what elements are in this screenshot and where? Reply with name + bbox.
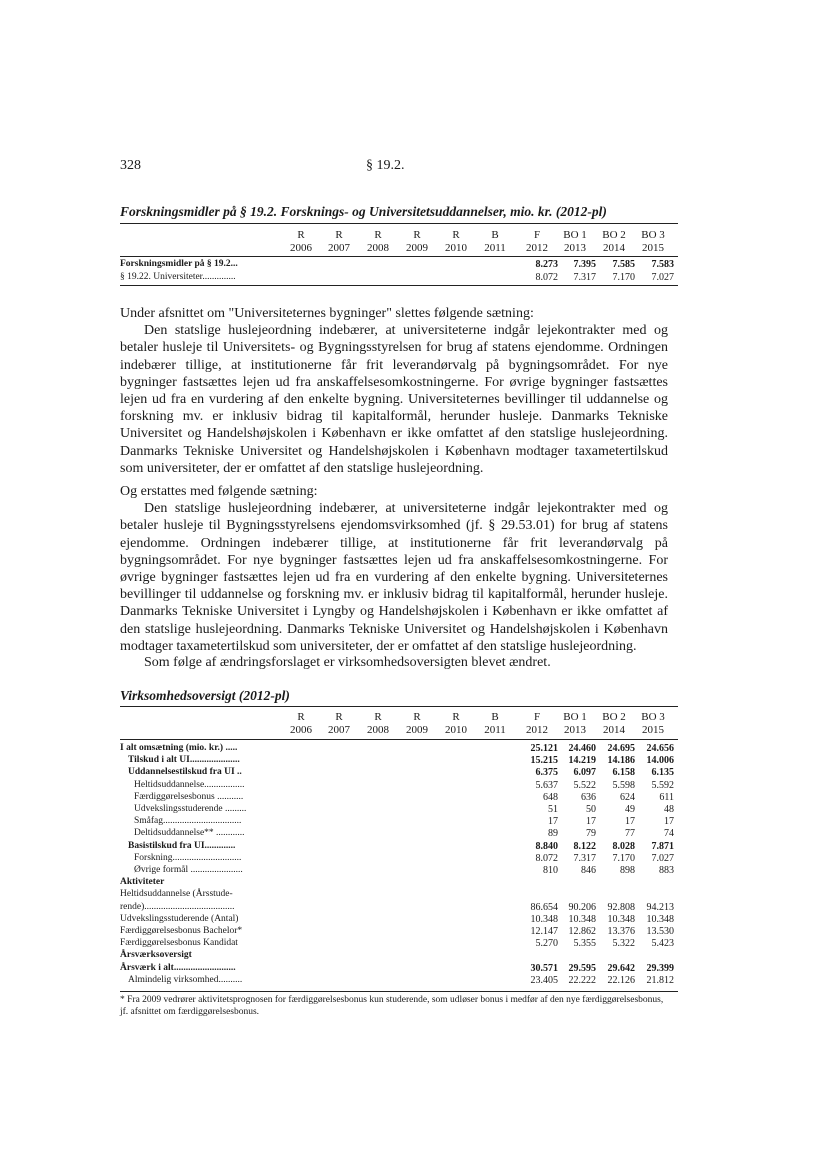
column-year-5: 2011: [484, 242, 506, 254]
prose3-text: Som følge af ændringsforslaget er virksomhedsoversigten blevet ændret.: [144, 655, 551, 670]
table2-cell: 77: [625, 828, 635, 839]
table2-cell: 5.592: [651, 780, 674, 791]
table2-cell: 10.348: [568, 914, 596, 925]
column-year-0: 2006: [290, 724, 312, 736]
table2-cell: 846: [581, 865, 596, 876]
table2-cell: 90.206: [568, 902, 596, 913]
column-year-7: 2013: [564, 242, 586, 254]
table1-title: Forskningsmidler på § 19.2. Forsknings- og Universitetsuddannelser, mio. kr. (2012-pl): [120, 204, 607, 219]
column-type-4: R: [452, 229, 460, 241]
column-year-6: 2012: [526, 242, 548, 254]
table2-cell: 7.170: [612, 853, 635, 864]
table1-cell: 8.273: [535, 259, 558, 270]
table2-cell: 5.522: [573, 780, 596, 791]
table1-cell: 7.170: [612, 272, 635, 283]
table2-cell: 79: [586, 828, 596, 839]
column-year-3: 2009: [406, 242, 428, 254]
table2-cell: 17: [664, 816, 674, 827]
table2-row-label: Øvrige formål ......................: [134, 865, 243, 875]
column-year-4: 2010: [445, 724, 467, 736]
column-year-7: 2013: [564, 724, 586, 736]
table2-row-label: Forskning.............................: [134, 853, 242, 863]
table2-cell: 636: [581, 792, 596, 803]
table1-row-label: Forskningsmidler på § 19.2...: [120, 259, 238, 269]
table2-cell: 10.348: [646, 914, 674, 925]
table2-row-label: Årsværksoversigt: [120, 950, 192, 960]
table2-cell: 89: [548, 828, 558, 839]
table2-cell: 5.598: [612, 780, 635, 791]
column-type-4: R: [452, 711, 460, 723]
table2-cell: 14.006: [646, 755, 674, 766]
table2-row-label: Uddannelsestilskud fra UI ..: [128, 767, 242, 777]
table1-row-label: § 19.22. Universiteter..............: [120, 272, 236, 282]
table2-row-label: Tilskud i alt UI.....................: [128, 755, 240, 765]
table2-cell: 74: [664, 828, 674, 839]
table2-cell: 7.317: [573, 853, 596, 864]
table2-row-label: Færdiggørelsesbonus Bachelor*: [120, 926, 243, 936]
column-type-0: R: [297, 229, 305, 241]
table2-cell: 611: [659, 792, 674, 803]
table2-cell: 6.135: [651, 767, 674, 778]
table2-cell: 29.642: [607, 963, 635, 974]
column-year-1: 2007: [328, 242, 350, 254]
table2-row-label: Færdiggørelsesbonus ...........: [134, 792, 244, 802]
column-year-2: 2008: [367, 242, 389, 254]
table1-cell: 7.585: [612, 259, 635, 270]
table2-cell: 5.322: [612, 938, 635, 949]
column-type-7: BO 1: [563, 711, 587, 723]
table2-row-label: I alt omsætning (mio. kr.) .....: [120, 743, 238, 753]
table2-cell: 883: [659, 865, 674, 876]
table2-cell: 15.215: [530, 755, 558, 766]
table2-cell: 14.219: [568, 755, 596, 766]
prose-block-deleted: [120, 305, 668, 477]
table1-cell: 8.072: [535, 272, 558, 283]
column-type-2: R: [374, 711, 382, 723]
column-type-5: B: [491, 229, 499, 241]
prose2-intro: Og erstattes med følgende sætning:: [120, 484, 318, 499]
table2-bottom-rule: [120, 991, 678, 992]
column-year-5: 2011: [484, 724, 506, 736]
table2-row-label: Småfag.................................: [134, 816, 242, 826]
table2-cell: 13.376: [607, 926, 635, 937]
table2-row-label: Deltidsuddannelse** ............: [134, 828, 245, 838]
table2-cell: 648: [543, 792, 558, 803]
column-type-5: B: [491, 711, 499, 723]
column-type-8: BO 2: [602, 711, 626, 723]
table2-cell: 898: [620, 865, 635, 876]
table2-cell: 8.072: [535, 853, 558, 864]
table2-cell: 6.097: [573, 767, 596, 778]
table1-cell: 7.317: [573, 272, 596, 283]
prose-change-note: [144, 654, 664, 671]
column-type-0: R: [297, 711, 305, 723]
column-type-1: R: [335, 711, 343, 723]
table2-cell: 17: [586, 816, 596, 827]
column-type-2: R: [374, 229, 382, 241]
column-year-1: 2007: [328, 724, 350, 736]
column-type-3: R: [413, 711, 421, 723]
table2-cell: 8.840: [535, 841, 558, 852]
table2-row-label: Udvekslingsstuderende (Antal): [120, 914, 239, 924]
column-year-8: 2014: [603, 242, 625, 254]
table2-cell: 94.213: [646, 902, 674, 913]
table2-cell: 10.348: [607, 914, 635, 925]
column-type-6: F: [533, 229, 541, 241]
table2-cell: 22.126: [607, 975, 635, 986]
table2-title: Virksomhedsoversigt (2012-pl): [120, 688, 290, 703]
column-year-9: 2015: [642, 242, 664, 254]
table2-cell: 22.222: [568, 975, 596, 986]
table2-cell: 5.270: [535, 938, 558, 949]
table2-cell: 30.571: [530, 963, 558, 974]
table2-cell: 25.121: [530, 743, 558, 754]
column-type-3: R: [413, 229, 421, 241]
prose2-body: Den statslige huslejeordning indebærer, at universiteterne indgår lejekontrakter med og betaler husleje til Bygningsstyrelsens ejendomsvirksomhed (jf. § 29.53.01) for brug af statens ejendomme. Ordningen indebærer tillige, at institutionerne får frit leverandørvalg på bygningsområdet. For nye bygninger fastsættes lejen ud fra anskaffelsesomkostningerne. For øvrige bygninger fastsættes lejen ud fra en vurdering af den enkelte bygning. Universiteternes bevillinger til uddannelse og forskning mv. er inklusiv bidrag til kapitalformål, herunder husleje. Danmarks Tekniske Universitet i Lyngby og Handelshøjskolen i København er ikke omfattet af den statslige huslejeordning. Danmarks Tekniske Universitet og Handelshøjskolen i København modtager taxametertilskud som universiteter, der er omfattet af den statslige huslejeordning.: [120, 501, 668, 654]
table2-row-label: Basistilskud fra UI.............: [128, 841, 236, 851]
table2-row-label: Almindelig virksomhed..........: [128, 975, 243, 985]
table2-cell: 810: [543, 865, 558, 876]
column-year-9: 2015: [642, 724, 664, 736]
table2-cell: 86.654: [530, 902, 558, 913]
table2-cell: 29.399: [646, 963, 674, 974]
table2-cell: 624: [620, 792, 635, 803]
table2-cell: 8.028: [612, 841, 635, 852]
table2-cell: 5.637: [535, 780, 558, 791]
section-header: § 19.2.: [366, 158, 405, 173]
table2-row-label: Heltidsuddannelse (Årsstude-: [120, 889, 233, 899]
table2-row-label: Aktiviteter: [120, 877, 165, 887]
table1-head-rule: [120, 256, 678, 257]
column-type-6: F: [533, 711, 541, 723]
table1-top-rule: [120, 223, 678, 224]
column-year-3: 2009: [406, 724, 428, 736]
prose1-body: Den statslige huslejeordning indebærer, at universiteterne indgår lejekontrakter med og betaler husleje til Universitets- og Bygningsstyrelsen for brug af statens ejendomme. Ordningen indebærer tillige, at institutionerne får frit leverandørvalg på bygningsområdet. For nye bygninger fastsættes lejen ud fra anskaffelsesomkostningerne. For øvrige bygninger fastsættes lejen ud fra en vurdering af den enkelte bygning. Universiteternes bevillinger til uddannelse og forskning mv. er inklusiv bidrag til kapitalformål, herunder husleje. Danmarks Tekniske Universitet og Handelshøjskolen i København er ikke omfattet af den statslige huslejeordning. Danmarks Tekniske Universitet og Handelshøjskolen i København modtager taxametertilskud som universiteter, der er omfattet af den statslige huslejeordning.: [120, 323, 668, 476]
table2-top-rule: [120, 706, 678, 707]
table2-cell: 17: [625, 816, 635, 827]
table2-footnote: * Fra 2009 vedrører aktivitetsprognosen for færdiggørelsesbonus kun studerende, som udløser bonus i medfør af den nye færdiggørelsesbonus, jf. afsnittet om færdiggørelsesbonus.: [120, 995, 664, 1017]
table2-cell: 10.348: [530, 914, 558, 925]
table2-cell: 6.375: [535, 767, 558, 778]
prose-block-replacement: [120, 483, 668, 655]
table1-cell: 7.395: [573, 259, 596, 270]
column-type-9: BO 3: [641, 711, 665, 723]
table2-row-label: Færdiggørelsesbonus Kandidat: [120, 938, 238, 948]
table2-cell: 51: [548, 804, 558, 815]
column-type-8: BO 2: [602, 229, 626, 241]
table2-head-rule: [120, 739, 678, 740]
table2-cell: 23.405: [530, 975, 558, 986]
table2-cell: 6.158: [612, 767, 635, 778]
column-year-6: 2012: [526, 724, 548, 736]
column-year-0: 2006: [290, 242, 312, 254]
table2-cell: 7.871: [651, 841, 674, 852]
table2-cell: 48: [664, 804, 674, 815]
column-type-1: R: [335, 229, 343, 241]
table2-cell: 13.530: [646, 926, 674, 937]
column-year-4: 2010: [445, 242, 467, 254]
table2-cell: 14.186: [607, 755, 635, 766]
column-type-9: BO 3: [641, 229, 665, 241]
prose1-intro: Under afsnittet om "Universiteternes bygninger" slettes følgende sætning:: [120, 306, 534, 321]
table2-cell: 24.656: [646, 743, 674, 754]
table2-cell: 12.147: [530, 926, 558, 937]
table2-row-label: Heltidsuddannelse.................: [134, 780, 245, 790]
column-year-2: 2008: [367, 724, 389, 736]
column-year-8: 2014: [603, 724, 625, 736]
table2-cell: 24.460: [568, 743, 596, 754]
table2-cell: 5.355: [573, 938, 596, 949]
table2-cell: 17: [548, 816, 558, 827]
page-number: 328: [120, 158, 141, 173]
table1-cell: 7.583: [651, 259, 674, 270]
column-type-7: BO 1: [563, 229, 587, 241]
table1-bottom-rule: [120, 285, 678, 286]
table2-cell: 29.595: [568, 963, 596, 974]
table2-row-label: Udvekslingsstuderende .........: [134, 804, 247, 814]
table2-row-label: Årsværk i alt..........................: [120, 963, 236, 973]
table2-cell: 8.122: [573, 841, 596, 852]
table2-cell: 49: [625, 804, 635, 815]
table2-cell: 24.695: [607, 743, 635, 754]
table2-cell: 21.812: [646, 975, 674, 986]
table2-cell: 12.862: [568, 926, 596, 937]
table1-cell: 7.027: [651, 272, 674, 283]
table2-cell: 5.423: [651, 938, 674, 949]
table2-row-label: rende)......................................: [120, 902, 235, 912]
table2-cell: 7.027: [651, 853, 674, 864]
table2-cell: 92.808: [607, 902, 635, 913]
table2-cell: 50: [586, 804, 596, 815]
